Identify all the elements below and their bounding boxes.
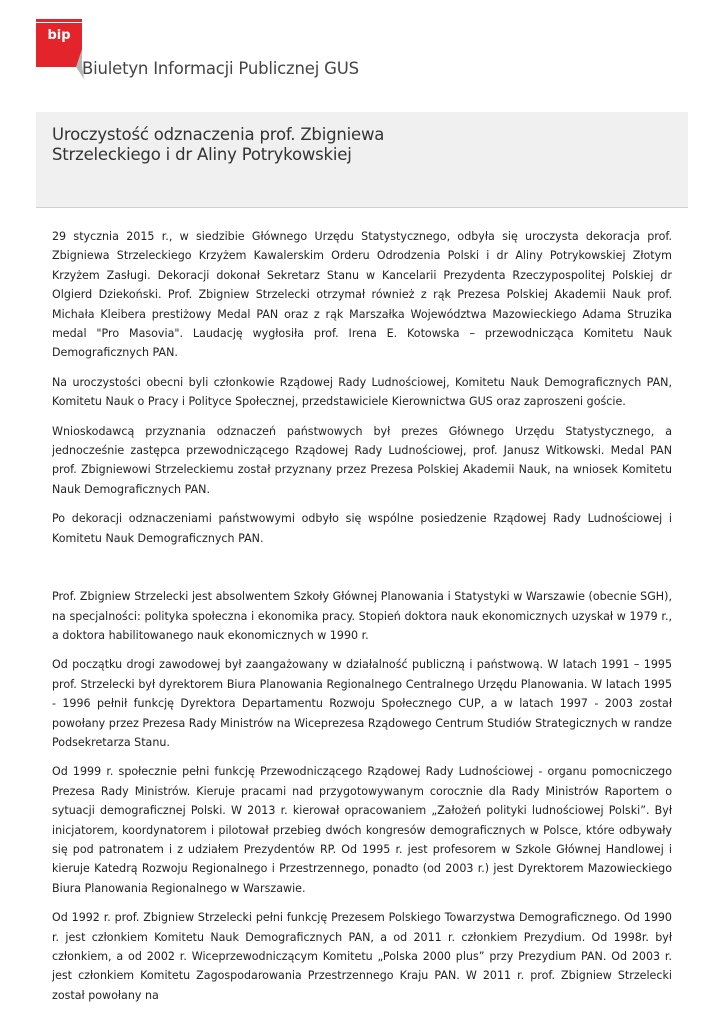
bip-logo-graphic xyxy=(36,19,84,79)
paragraph: Od początku drogi zawodowej był zaangażowany w działalność publiczną i państwową. W latach 1991 – 1995 prof. Strzelecki był dyrektorem Biura Planowania Regionalnego Centralnego Urzędu Planowania. W latach 1995 - 1996 pełnił funkcję Dyrektora Departamentu Rozwoju Społecznego CUP, a w latach 1997 - 2003 został powołany przez Prezesa Rady Ministrów na Wiceprezesa Rządowego Centrum Studiów Strategicznych w randze Podsekretarza Stanu. xyxy=(52,658,672,749)
paragraph: Na uroczystości obecni byli członkowie Rządowej Rady Ludnościowej, Komitetu Nauk Demograficznych PAN, Komitetu Nauk o Pracy i Polityce Społecznej, przedstawiciele Kierownictwa GUS oraz zaproszeni goście. xyxy=(52,375,672,409)
article-title-line-2: Strzeleckiego i dr Aliny Potrykowskiej xyxy=(52,145,352,164)
paragraph-spacer xyxy=(52,548,672,587)
bip-logo[interactable] xyxy=(36,19,84,79)
article-body xyxy=(52,227,672,1015)
site-title[interactable]: Biuletyn Informacji Publicznej GUS xyxy=(82,59,359,78)
paragraph: Wnioskodawcą przyznania odznaczeń państwowych był prezes Głównego Urzędu Statystycznego, a jednocześnie zastępca przewodniczącego Rządowej Rady Ludnościowej, prof. Janusz Witkowski. Medal PAN prof. Zbigniewowi Strzeleckiemu został przyznany przez Prezesa Polskiej Akademii Nauk, na wniosek Komitetu Nauk Demograficznych PAN. xyxy=(52,424,672,496)
article-title xyxy=(52,125,384,165)
paragraph: Od 1999 r. społecznie pełni funkcję Przewodniczącego Rządowej Rady Ludnościowej - organu pomocniczego Prezesa Rady Ministrów. Kieruje pracami nad przygotowywanym corocznie dla Rady Ministrów Raportem o sytuacji demograficznej Polski. W 2013 r. kierował opracowaniem „Założeń polityki ludnościowej Polski”. Był inicjatorem, koordynatorem i pilotował przebieg dwóch kongresów demograficznych w Polsce, które odbywały się pod patronatem i z udziałem Prezydentów RP. Od 1995 r. jest profesorem w Szkole Głównej Handlowej i kieruje Katedrą Rozwoju Regionalnego i Przestrzennego, ponadto (od 2003 r.) jest Dyrektorem Mazowieckiego Biura Planowania Regionalnego w Warszawie. xyxy=(52,765,672,895)
paragraph: 29 stycznia 2015 r., w siedzibie Głównego Urzędu Statystycznego, odbyła się uroczysta dekoracja prof. Zbigniewa Strzeleckiego Krzyżem Kawalerskim Orderu Odrodzenia Polski i dr Aliny Potrykowskiej Złotym Krzyżem Zasługi. Dekoracji dokonał Sekretarz Stanu w Kancelarii Prezydenta Rzeczypospolitej Polskiej dr Olgierd Dziekoński. Prof. Zbigniew Strzelecki otrzymał również z rąk Prezesa Polskiej Akademii Nauk prof. Michała Kleibera prestiżowy Medal PAN oraz z rąk Marszałka Województwa Mazowieckiego Adama Struzika medal "Pro Masovia". Laudację wygłosiła prof. Irena E. Kotowska – przewodnicząca Komitetu Nauk Demograficznych PAN. xyxy=(52,230,672,360)
paragraph: Prof. Zbigniew Strzelecki jest absolwentem Szkoły Głównej Planowania i Statystyki w Warszawie (obecnie SGH), na specjalności: polityka społeczna i ekonomika pracy. Stopień doktora nauk ekonomicznych uzyskał w 1979 r., a doktora habilitowanego nauk ekonomicznych w 1990 r. xyxy=(52,590,672,642)
article-title-line-1: Uroczystość odznaczenia prof. Zbigniewa xyxy=(52,125,385,144)
article-title-box xyxy=(36,112,688,208)
paragraph: Od 1992 r. prof. Zbigniew Strzelecki pełni funkcję Prezesem Polskiego Towarzystwa Demograficznego. Od 1990 r. jest członkiem Komitetu Nauk Demograficznych PAN, a od 2011 r. członkiem Prezydium. Od 1998r. był członkiem, a od 2002 r. Wiceprzewodniczącym Komitetu „Polska 2000 plus” przy Prezydium PAN. Od 2003 r. jest członkiem Komitetu Zagospodarowania Przestrzennego Kraju PAN. W 2011 r. prof. Zbigniew Strzelecki został powołany na xyxy=(52,911,672,1002)
paragraph: Po dekoracji odznaczeniami państwowymi odbyło się wspólne posiedzenie Rządowej Rady Ludnościowej i Komitetu Nauk Demograficznych PAN. xyxy=(52,512,672,545)
logo-text: bip xyxy=(47,28,71,43)
